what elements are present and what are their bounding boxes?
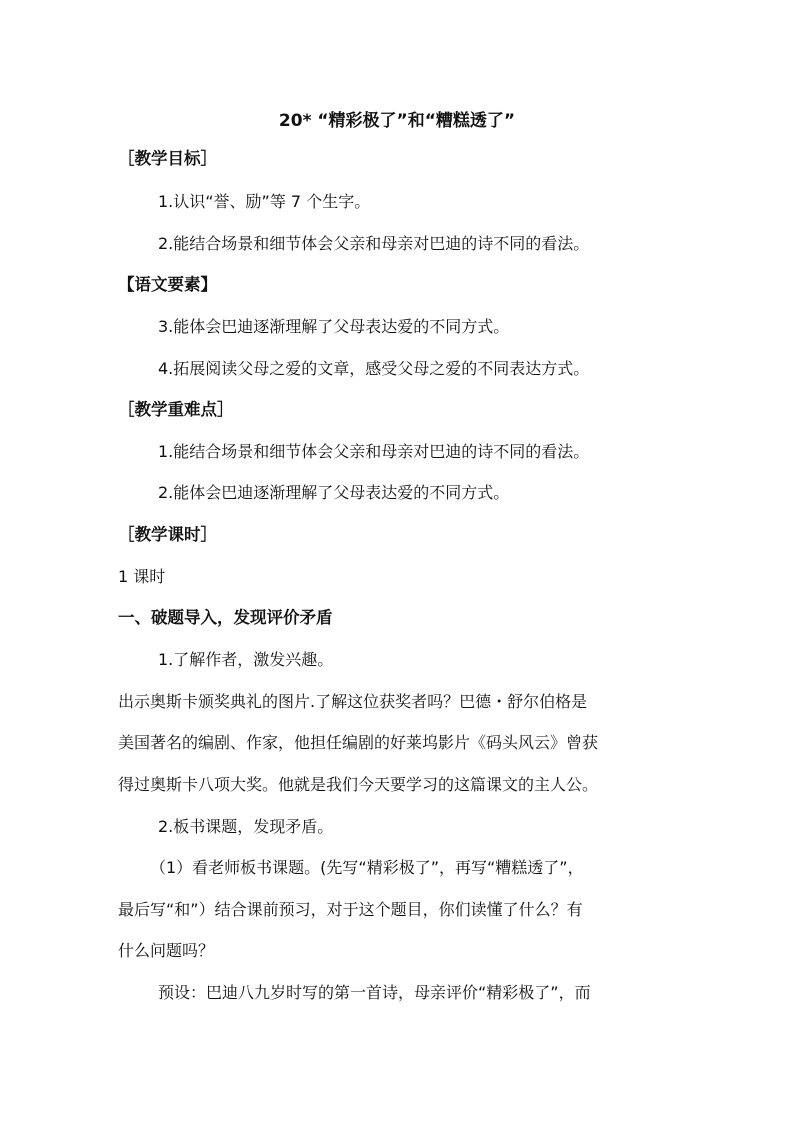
paragraph-2-line-2: 最后写“和”）结合课前预习，对于这个题目，你们读懂了什么？有: [118, 900, 583, 919]
key-point-1: 1.能结合场景和细节体会父亲和母亲对巴迪的诗不同的看法。: [158, 442, 590, 461]
paragraph-3-line-1: 预设：巴迪八九岁时写的第一首诗，母亲评价“精彩极了”，而: [158, 983, 591, 1002]
element-item-4: 4.拓展阅读父母之爱的文章，感受父母之爱的不同表达方式。: [158, 359, 590, 378]
section-heading-1: 一、破题导入，发现评价矛盾: [118, 608, 333, 627]
element-item-3: 3.能体会巴迪逐渐理解了父母表达爱的不同方式。: [158, 317, 510, 336]
step-2: 2.板书课题，发现矛盾。: [158, 817, 334, 836]
paragraph-2-line-3: 什么问题吗？: [118, 941, 215, 960]
class-hours-value: 1 课时: [118, 567, 166, 586]
paragraph-2-line-1: （1）看老师板书课题。(先写“精彩极了”，再写“糟糕透了”，: [150, 858, 584, 877]
heading-language-elements: 【语文要素】: [118, 275, 217, 294]
goal-item-1: 1.认识“誉、励”等 7 个生字。: [158, 192, 371, 211]
paragraph-1-line-3: 得过奥斯卡八项大奖。他就是我们今天要学习的这篇课文的主人公。: [118, 775, 599, 794]
heading-teaching-goals: ［教学目标］: [118, 149, 217, 168]
key-point-2: 2.能体会巴迪逐渐理解了父母表达爱的不同方式。: [158, 483, 510, 502]
heading-class-hours: ［教学课时］: [118, 525, 217, 544]
paragraph-1-line-1: 出示奥斯卡颁奖典礼的图片.了解这位获奖者吗？巴德・舒尔伯格是: [118, 692, 588, 711]
paragraph-1-line-2: 美国著名的编剧、作家，他担任编剧的好莱坞影片《码头风云》曾获: [118, 733, 599, 752]
lesson-title: 20* “精彩极了”和“糟糕透了”: [278, 111, 516, 131]
goal-item-2: 2.能结合场景和细节体会父亲和母亲对巴迪的诗不同的看法。: [158, 234, 590, 253]
step-1: 1.了解作者，激发兴趣。: [158, 650, 334, 669]
heading-key-points: ［教学重难点］: [118, 400, 234, 419]
